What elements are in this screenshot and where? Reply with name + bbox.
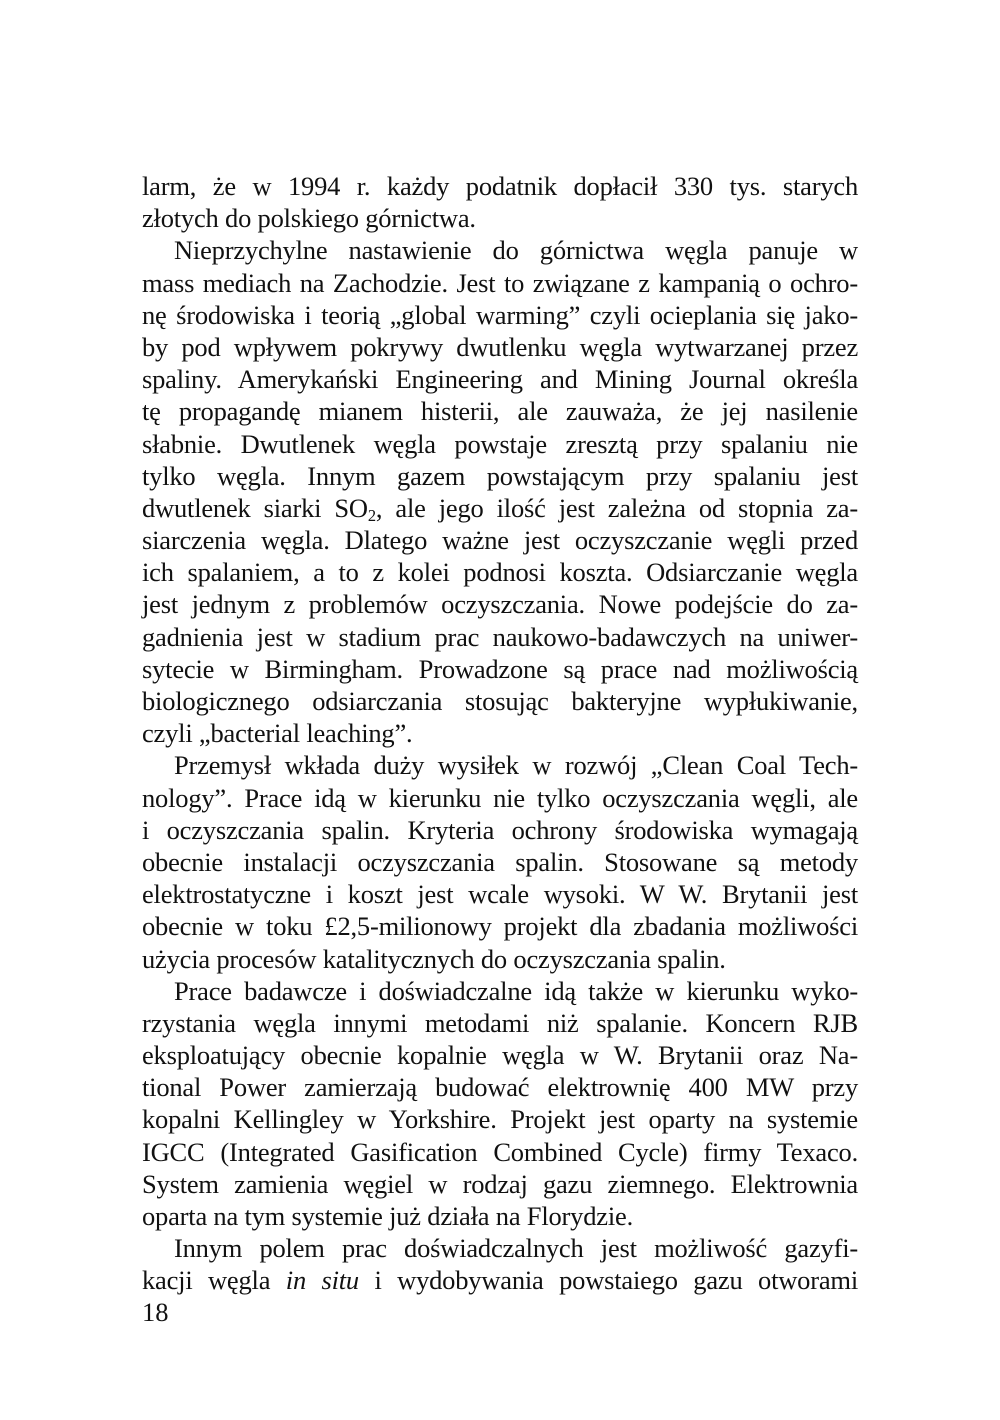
text-line: ich spalaniem, a to z kolei podnosi koszta. Odsiarczanie węgla [142, 557, 858, 588]
text-line: Prace badawcze i doświadczalne idą także w kierunku wyko- [174, 975, 858, 1006]
text-line: Przemysł wkłada duży wysiłek w rozwój „Clean Coal Tech- [174, 750, 858, 781]
subscript-2: 2 [367, 505, 376, 525]
text-span: , ale jego ilość jest zależna od stopnia za- [375, 492, 858, 523]
text-line: System zamienia węgiel w rodzaj gazu ziemnego. Elektrownia [142, 1168, 858, 1199]
text-line: jest jednym z problemów oczyszczania. Nowe podejście do za- [142, 589, 858, 620]
paragraph [142, 749, 858, 974]
text-span: dwutlenek siarki SO [142, 492, 368, 523]
text-line: siarczenia węgla. Dlatego ważne jest oczyszczanie węgli przed [142, 525, 858, 556]
text-line: mass mediach na Zachodzie. Jest to związane z kampanią o ochro- [142, 267, 858, 298]
italic-term: in situ [285, 1265, 359, 1296]
text-line: czyli „bacterial leaching”. [142, 718, 413, 749]
text-line-with-italic [142, 1264, 858, 1296]
text-line: tę propagandę mianem histerii, ale zauważa, że jej nasilenie [142, 396, 858, 427]
text-line: elektrostatyczne i koszt jest wcale wysoki. W W. Brytanii jest [142, 879, 858, 910]
text-line: rzystania węgla innymi metodami niż spalanie. Koncern RJB [142, 1007, 858, 1038]
text-line: by pod wpływem pokrywy dwutlenku węgla wytwarzanej przez [142, 331, 858, 362]
text-span: i wydobywania powstaiego gazu otworami [358, 1265, 858, 1296]
text-line: eksploatujący obecnie kopalnie węgla w W. Brytanii oraz Na- [142, 1040, 858, 1071]
text-line: biologicznego odsiarczania stosując bakteryjne wypłukiwanie, [142, 686, 858, 716]
text-span: kacji węgla [142, 1265, 286, 1296]
text-line: słabnie. Dwutlenek węgla powstaje zresztą przy spalaniu nie [142, 428, 858, 459]
text-line-with-subscript [142, 492, 858, 524]
text-line: kopalni Kellingley w Yorkshire. Projekt jest oparty na systemie [142, 1104, 858, 1135]
text-line: sytecie w Birmingham. Prowadzone są prace nad możliwością [142, 653, 858, 684]
text-line: Nieprzychylne nastawienie do górnictwa węgla panuje w [174, 235, 858, 266]
text-line: Innym polem prac doświadczalnych jest możliwość gazyfi- [174, 1233, 858, 1264]
paragraph [142, 234, 858, 749]
text-line: złotych do polskiego górnictwa. [142, 203, 476, 234]
text-line: oparta na tym systemie już działa na Florydzie. [142, 1201, 633, 1231]
text-line: tional Power zamierzają budować elektrownię 400 MW przy [142, 1072, 858, 1103]
paragraph [142, 1232, 858, 1296]
text-line: obecnie w toku £2,5-milionowy projekt dla zbadania możliwości [142, 911, 858, 942]
text-line: IGCC (Integrated Gasification Combined Cycle) firmy Texaco. [142, 1136, 858, 1167]
text-line: użycia procesów katalitycznych do oczyszczania spalin. [142, 943, 726, 974]
paragraph [142, 170, 858, 234]
text-line: nę środowiska i teorią „global warming” czyli ocieplania się jako- [142, 299, 858, 330]
text-line: spaliny. Amerykański Engineering and Mining Journal określa [142, 364, 858, 395]
text-line: nology”. Prace idą w kierunku nie tylko oczyszczania węgli, ale [142, 782, 858, 813]
text-line: i oczyszczania spalin. Kryteria ochrony środowiska wymagają [142, 814, 858, 845]
paragraph [142, 975, 858, 1233]
body-text [142, 170, 858, 1297]
text-line: larm, że w 1994 r. każdy podatnik dopłacił 330 tys. starych [142, 171, 858, 201]
text-line: gadnienia jest w stadium prac naukowo-badawczych na uniwer- [142, 621, 858, 652]
text-line: tylko węgla. Innym gazem powstającym przy spalaniu jest [142, 460, 858, 491]
page-number: 18 [142, 1297, 169, 1327]
text-line: obecnie instalacji oczyszczania spalin. Stosowane są metody [142, 846, 858, 877]
